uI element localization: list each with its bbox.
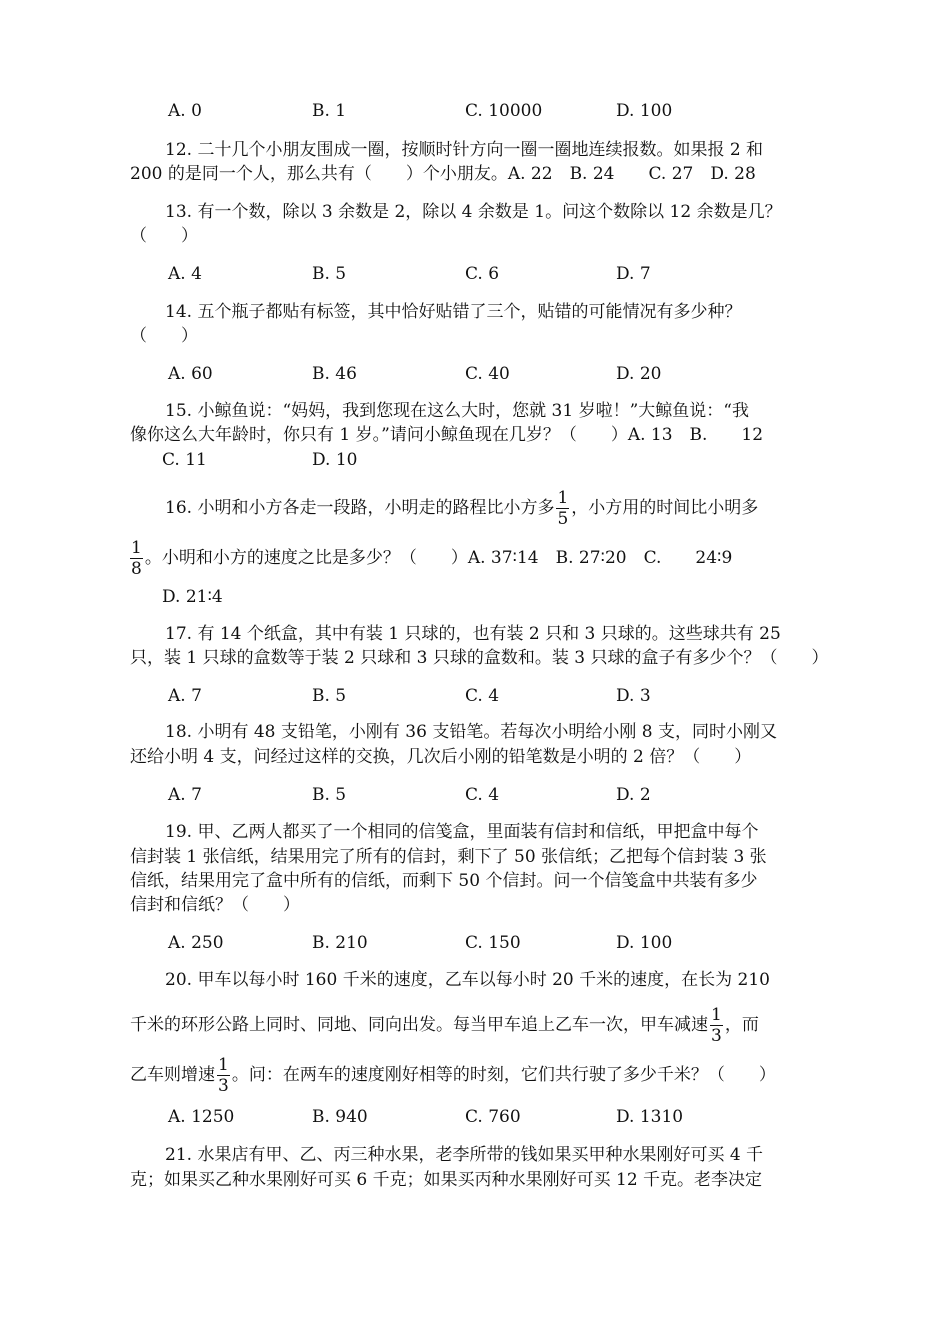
q20-line3-text-a: 乙车则增速 <box>130 1065 215 1085</box>
q20-line2 <box>130 1005 759 1046</box>
fraction-denominator: 3 <box>711 1026 722 1046</box>
fraction-one-eighth <box>130 538 143 579</box>
option-c: C. 4 <box>465 686 500 706</box>
fraction-one-third <box>710 1005 723 1046</box>
option-c: C. 10000 <box>465 101 543 121</box>
q20-line3 <box>130 1055 776 1096</box>
option-c: C. 11 <box>162 450 207 470</box>
option-a: A. 1250 <box>168 1107 235 1127</box>
q13-line1: 13. 有一个数，除以 3 余数是 2，除以 4 余数是 1。问这个数除以 12 余数是几？ <box>165 202 782 222</box>
q16-line2-text: 。小明和小方的速度之比是多少？（ ）A. 37∶14 B. 27∶20 C. 24∶9 <box>144 548 733 568</box>
option-b: B. 940 <box>312 1107 368 1127</box>
option-a: A. 7 <box>168 785 202 805</box>
q16-line1-text-a: 16. 小明和小方各走一段路，小明走的路程比小方多 <box>165 498 555 518</box>
q17-line2: 只，装 1 只球的盒数等于装 2 只球和 3 只球的盒数和。装 3 只球的盒子有多少个？（ ） <box>130 648 829 668</box>
option-d: D. 100 <box>616 101 673 121</box>
option-b: B. 46 <box>312 364 357 384</box>
option-b: B. 1 <box>312 101 347 121</box>
option-d: D. 2 <box>616 785 651 805</box>
q18-line1: 18. 小明有 48 支铅笔，小刚有 36 支铅笔。若每次小明给小刚 8 支，同时小刚又 <box>165 722 777 742</box>
q20-line2-text-b: ，而 <box>724 1015 759 1035</box>
option-b: B. 5 <box>312 686 347 706</box>
q18-line2: 还给小明 4 支，问经过这样的交换，几次后小刚的铅笔数是小明的 2 倍？（ ） <box>130 747 752 767</box>
fraction-numerator: 1 <box>218 1055 229 1075</box>
q20-line3-text-b: 。问：在两车的速度刚好相等的时刻，它们共行驶了多少千米？（ ） <box>231 1065 776 1085</box>
q21-line1: 21. 水果店有甲、乙、丙三种水果，老李所带的钱如果买甲种水果刚好可买 4 千 <box>165 1145 764 1165</box>
q16-line2 <box>128 538 732 579</box>
option-d: D. 100 <box>616 933 673 953</box>
q12-line1: 12. 二十几个小朋友围成一圈，按顺时针方向一圈一圈地连续报数。如果报 2 和 <box>165 140 764 160</box>
fraction-denominator: 3 <box>218 1076 229 1096</box>
option-b: B. 5 <box>312 264 347 284</box>
option-d: D. 7 <box>616 264 651 284</box>
q19-line1: 19. 甲、乙两人都买了一个相同的信笺盒，里面装有信封和信纸，甲把盒中每个 <box>165 822 759 842</box>
option-b: B. 5 <box>312 785 347 805</box>
option-d: D. 3 <box>616 686 651 706</box>
option-a: A. 0 <box>168 101 202 121</box>
fraction-numerator: 1 <box>557 488 569 508</box>
option-c: C. 40 <box>465 364 510 384</box>
q16-line1-text-b: ，小方用的时间比小明多 <box>571 498 759 518</box>
q20-line1: 20. 甲车以每小时 160 千米的速度，乙车以每小时 20 千米的速度，在长为 210 <box>165 970 770 990</box>
fraction-numerator: 1 <box>131 538 142 558</box>
option-d: D. 1310 <box>616 1107 684 1127</box>
q21-line2: 克；如果买乙种水果刚好可买 6 千克；如果买丙种水果刚好可买 12 千克。老李决定 <box>130 1170 763 1190</box>
fraction-numerator: 1 <box>711 1005 722 1025</box>
fraction-one-third <box>217 1055 230 1096</box>
q14-line2: （ ） <box>130 326 198 346</box>
q16-line1 <box>165 488 758 529</box>
option-a: A. 60 <box>168 364 213 384</box>
q19-line4: 信封和信纸？（ ） <box>130 895 300 915</box>
fraction-denominator: 8 <box>131 559 142 579</box>
q12-line2: 200 的是同一个人，那么共有（ ）个小朋友。A. 22 B. 24 C. 27 D. 28 <box>130 164 756 184</box>
option-c: C. 4 <box>465 785 500 805</box>
option-d: D. 20 <box>616 364 662 384</box>
option-c: C. 6 <box>465 264 500 284</box>
fraction-denominator: 5 <box>557 509 569 529</box>
q14-line1: 14. 五个瓶子都贴有标签，其中恰好贴错了三个，贴错的可能情况有多少种？ <box>165 302 742 322</box>
q19-line3: 信纸，结果用完了盒中所有的信纸，而剩下 50 个信封。问一个信笺盒中共装有多少 <box>130 871 758 891</box>
option-c: C. 760 <box>465 1107 521 1127</box>
option-b: B. 210 <box>312 933 368 953</box>
q13-line2: （ ） <box>130 226 198 246</box>
option-a: A. 7 <box>168 686 202 706</box>
q17-line1: 17. 有 14 个纸盒，其中有装 1 只球的，也有装 2 只和 3 只球的。这些球共有 25 <box>165 624 781 644</box>
q16-line3: D. 21∶4 <box>162 587 223 607</box>
q20-line2-text-a: 千米的环形公路上同时、同地、同向出发。每当甲车追上乙车一次，甲车减速 <box>130 1015 708 1035</box>
option-a: A. 4 <box>168 264 202 284</box>
option-c: C. 150 <box>465 933 521 953</box>
q15-line2: 像你这么大年龄时，你只有 1 岁。”请问小鲸鱼现在几岁？（ ）A. 13 B. 12 <box>130 425 764 445</box>
q15-line1: 15. 小鲸鱼说：“妈妈，我到您现在这么大时，您就 31 岁啦！”大鲸鱼说：“我 <box>165 401 749 421</box>
option-a: A. 250 <box>168 933 224 953</box>
option-d: D. 10 <box>312 450 358 470</box>
q19-line2: 信封装 1 张信纸，结果用完了所有的信封，剩下了 50 张信纸；乙把每个信封装 3 张 <box>130 847 767 867</box>
fraction-one-fifth <box>556 488 569 529</box>
